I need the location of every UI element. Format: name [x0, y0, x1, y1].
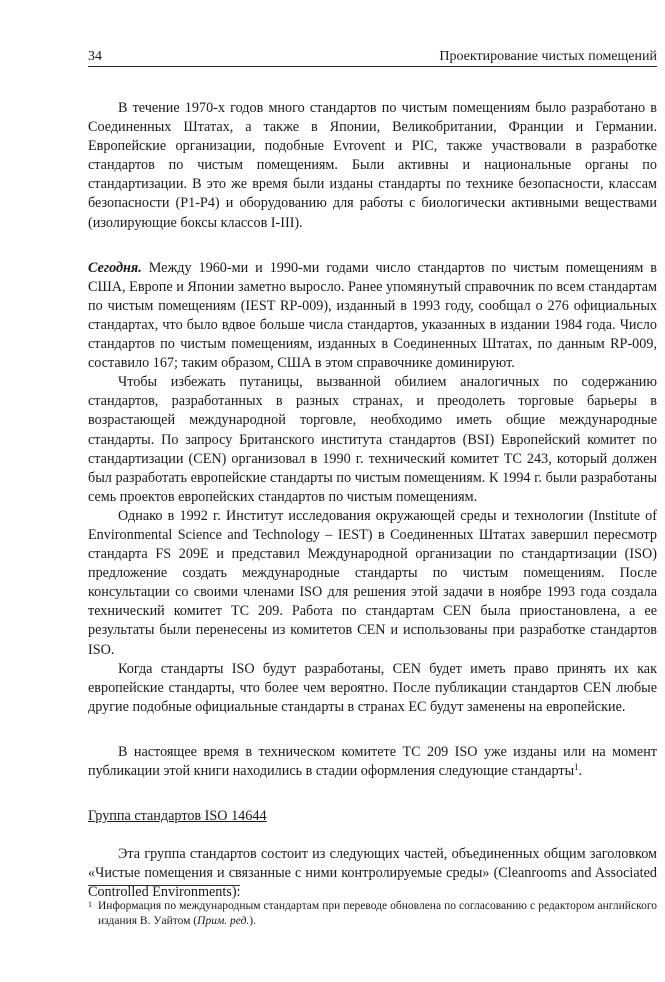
body-text	[88, 99, 657, 902]
paragraph-iso-adoption: Когда стандарты ISO будут разработаны, CEN будет иметь право принять их как европейские стандарты, что более чем вероятно. После публикации стандартов CEN любые другие подобные официальные стандарты в странах ЕС будут заменены на европейские.	[88, 660, 657, 715]
paragraph-1970s: В течение 1970-х годов много стандартов по чистым помещениям было разработано в Соединенных Штатах, а также в Японии, Великобритании, Франции и Германии. Европейские организации, подобные Evrovent и PIC, также участвовали в разработке стандартов по чистым помещениям. Были активны и национальные органы по стандартизации. В это же время были изданы стандарты по технике безопасности, классам безопасности (P1-P4) и оборудованию для работы с биологически активными веществами (изолирующие боксы классов I-III).	[88, 100, 657, 231]
paragraph-cen: Чтобы избежать путаницы, вызванной обилием аналогичных по содержанию стандартов, разработанных в разных странах, и преодолеть торговые барьеры в возрастающей международной торговле, необходимо иметь общие международные стандарты. По запросу Британского института стандартов (BSI) Европейский комитет по стандартизации (CEN) организовал в 1990 г. технический комитет TC 243, который должен был разработать европейские стандарты по чистым помещениям. К 1994 г. были разработаны семь проектов европейских стандартов по чистым помещениям.	[88, 374, 657, 505]
running-title: Проектирование чистых помещений	[439, 49, 657, 64]
footnote-mark: 1	[88, 900, 92, 909]
footnote: 1 Информация по международным стандартам при переводе обновлена по согласованию с редактором английского издания В. Уайтом (Прим. ред.).	[88, 899, 657, 929]
paragraph-iso14644: Эта группа стандартов состоит из следующих частей, объединенных общим заголовком «Чистые помещения и связанные с ними контролируемые среды» (Cleanrooms and Associated Controlled Environments):	[88, 846, 657, 901]
paragraph-tc209: В настоящее время в техническом комитете TC 209 ISO уже изданы или на момент публикации этой книги находились в стадии оформления следующие стандарты$^1$.	[88, 743, 657, 779]
footnote-ref[interactable]: 1	[574, 762, 579, 772]
paragraph-iest: Однако в 1992 г. Институт исследования окружающей среды и технологии (Institute of Environmental Science and Technology – IEST) в Соединенных Штатах завершил пересмотр стандарта FS 209E и представил Международной организации по стандартизации (ISO) предложение создать международные стандарты по чистым помещениям. После консультации со своими членами ISO для решения этой задачи в ноябре 1993 года создала технический комитет TC 209. Работа по стандартам CEN была приостановлена, а ее результаты были перенесены из комитетов CEN и использованы при разработке стандартов ISO.	[88, 507, 657, 658]
running-header	[88, 48, 657, 67]
lead-word: Сегодня.	[88, 259, 142, 276]
paragraph-today: Сегодня. Между 1960-ми и 1990-ми годами число стандартов по чистым помещениям в США, Европе и Японии заметно выросло. Ранее упомянутый справочник по всем стандартам по чистым помещениям (IEST RP-009), изданный в 1993 году, сообщал о 276 официальных стандартах, что было вдвое больше числа стандартов, указанных в издании 1984 года. Число стандартов по чистым помещениям, изданных в Соединенных Штатах, по данным RP-009, составило 167; таким образом, США в этом справочнике доминируют.	[88, 259, 657, 372]
page-number: 34	[88, 49, 102, 64]
section-heading: Группа стандартов ISO 14644	[88, 808, 267, 825]
footnote-divider	[88, 885, 240, 886]
